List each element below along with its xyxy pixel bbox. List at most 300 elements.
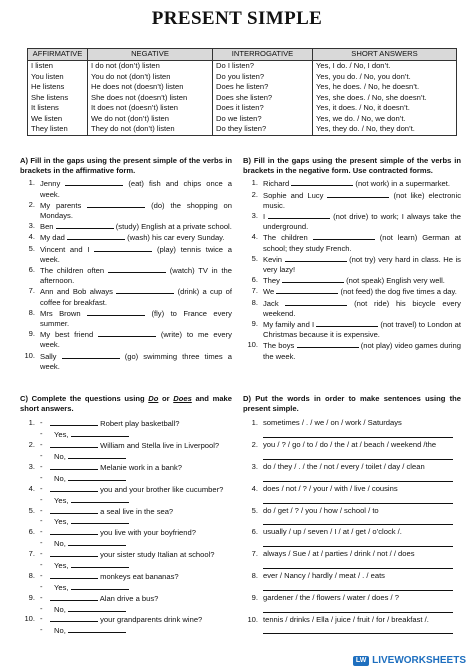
item-verb-hint: (go) swimming three times a week. xyxy=(40,351,232,371)
exercise-item xyxy=(20,308,232,329)
exercise-item xyxy=(20,244,232,265)
table-cell: Yes, I do. / No, I don’t. xyxy=(313,61,457,72)
answer-label: Yes, xyxy=(54,560,69,570)
sentence-item xyxy=(243,440,461,462)
item-verb-hint: (wash) his car every Sunday. xyxy=(127,233,225,243)
exercise-item xyxy=(243,298,461,319)
item-text xyxy=(40,329,232,350)
table-cell: He listens xyxy=(28,82,88,93)
item-text xyxy=(40,200,232,221)
item-text xyxy=(40,351,232,372)
answer-text xyxy=(54,429,129,440)
table-cell: Do you listen? xyxy=(213,72,313,83)
item-verb-hint: (not learn) German at school; they study French. xyxy=(263,233,461,253)
item-text xyxy=(40,221,232,232)
exercise-item xyxy=(20,329,232,350)
answer-line[interactable] xyxy=(263,538,453,547)
dash: - xyxy=(40,570,43,580)
item-text xyxy=(263,190,461,211)
answer-label: No, xyxy=(54,452,66,462)
answer-label: No, xyxy=(54,473,66,483)
item-verb-hint: (fly) to France every summer. xyxy=(40,308,232,329)
scrambled-words: do / they / . / the / not / every / toilet / day / clean xyxy=(263,462,425,471)
answer-blank[interactable] xyxy=(50,484,98,492)
item-verb-hint: (not like) electronic music. xyxy=(263,190,461,210)
answer-row xyxy=(20,451,232,462)
table-row xyxy=(28,103,457,114)
item-subject: They xyxy=(263,276,280,286)
question-row xyxy=(20,506,232,517)
item-verb-hint: (write) to me every week. xyxy=(40,330,232,350)
answer-blank[interactable] xyxy=(50,614,98,622)
question-row xyxy=(20,571,232,582)
item-number: 5. xyxy=(28,505,35,515)
answer-blank[interactable] xyxy=(291,178,353,186)
exercise-item xyxy=(243,254,461,275)
question-label: your grandparents drink wine? xyxy=(100,615,203,625)
dash: - xyxy=(40,549,43,559)
table-cell: Does he listen? xyxy=(213,82,313,93)
dash: - xyxy=(40,461,43,471)
answer-row xyxy=(20,582,232,593)
answer-row xyxy=(20,516,232,527)
answer-blank[interactable] xyxy=(116,286,174,294)
item-text xyxy=(40,286,232,307)
scrambled-row xyxy=(243,593,461,604)
item-subject: Kevin xyxy=(263,254,282,264)
table-cell: It listens xyxy=(28,103,88,114)
item-number: 7. xyxy=(28,286,35,296)
answer-blank[interactable] xyxy=(71,495,129,503)
dash: - xyxy=(40,418,43,428)
answer-row xyxy=(20,495,232,506)
answer-blank[interactable] xyxy=(327,190,389,198)
answer-label: No, xyxy=(54,626,66,636)
sentence-item xyxy=(243,506,461,528)
logo-text: LIVEWORKSHEETS xyxy=(372,655,466,666)
question-label: your sister study Italian at school? xyxy=(100,550,215,560)
item-number: 10. xyxy=(24,350,35,360)
scrambled-words: gardener / the / flowers / water / does / ? xyxy=(263,592,399,602)
answer-blank[interactable] xyxy=(50,506,98,514)
item-number: 4. xyxy=(28,232,35,242)
item-number: 2. xyxy=(251,440,258,450)
question-row xyxy=(20,484,232,495)
item-text xyxy=(40,178,232,199)
question-label: Alan drive a bus? xyxy=(99,593,159,603)
item-number: 5. xyxy=(251,505,258,515)
item-subject: Mrs Brown xyxy=(40,308,81,318)
answer-blank[interactable] xyxy=(62,351,120,359)
section-a xyxy=(20,156,232,372)
question-text xyxy=(50,462,182,473)
item-subject: Jack xyxy=(263,298,279,308)
table-cell: Yes, she does. / No, she doesn’t. xyxy=(313,93,457,104)
question-text xyxy=(50,440,219,451)
exercise-item xyxy=(243,178,461,189)
answer-blank[interactable] xyxy=(50,593,98,601)
section-b xyxy=(243,156,461,362)
dash: - xyxy=(40,483,43,493)
item-subject: My best friend xyxy=(40,330,94,340)
scrambled-row xyxy=(243,615,461,626)
answer-blank[interactable] xyxy=(71,429,129,437)
table-row xyxy=(28,72,457,83)
table-row xyxy=(28,93,457,104)
table-cell: It does not (doesn’t) listen xyxy=(88,103,213,114)
table-cell: I listen xyxy=(28,61,88,72)
scrambled-row xyxy=(243,527,461,538)
item-number: 3. xyxy=(251,462,258,471)
item-verb-hint: (not work) in a supermarket. xyxy=(355,179,450,189)
dash: - xyxy=(40,472,43,482)
table-cell: I do not (don’t) listen xyxy=(88,61,213,72)
item-number: 8. xyxy=(251,570,258,580)
item-verb-hint: (not play) video games during the week. xyxy=(263,341,461,361)
dash: - xyxy=(40,451,43,461)
item-subject: I xyxy=(263,212,266,222)
dash: - xyxy=(40,614,43,624)
sentence-item xyxy=(243,615,461,637)
answer-blank[interactable] xyxy=(50,571,98,579)
scrambled-row xyxy=(243,462,461,473)
section-d-heading: D) Put the words in order to make sentences using the present simple. xyxy=(243,394,461,414)
question-label: you live with your boyfriend? xyxy=(100,528,196,538)
answer-blank[interactable] xyxy=(87,200,145,208)
answer-blank[interactable] xyxy=(94,244,152,252)
item-number: 7. xyxy=(251,286,258,296)
table-cell: Yes, you do. / No, you don’t. xyxy=(313,72,457,83)
dash: - xyxy=(40,527,43,537)
answer-blank[interactable] xyxy=(316,319,378,327)
scrambled-row xyxy=(243,549,461,560)
scrambled-row xyxy=(243,440,461,451)
item-number: 5. xyxy=(28,243,35,253)
item-verb-hint: (not travel) to London at Christmas because it is expensive. xyxy=(263,320,461,340)
item-number: 10. xyxy=(247,340,258,350)
sentence-item xyxy=(243,571,461,593)
answer-blank[interactable] xyxy=(50,527,98,535)
table-cell: Do I listen? xyxy=(213,61,313,72)
answer-row xyxy=(20,625,232,636)
item-subject: The children often xyxy=(40,266,105,276)
question-row xyxy=(20,462,232,473)
answer-blank[interactable] xyxy=(67,232,125,240)
scrambled-words: always / Sue / at / parties / drink / not / / does xyxy=(263,549,415,559)
item-number: 6. xyxy=(251,275,258,285)
table-row xyxy=(28,114,457,125)
answer-blank[interactable] xyxy=(68,451,126,459)
exercise-item xyxy=(20,200,232,221)
exercise-item xyxy=(20,178,232,199)
item-text xyxy=(40,232,232,243)
item-number: 6. xyxy=(28,527,35,537)
item-subject: My parents xyxy=(40,200,82,210)
scrambled-row xyxy=(243,418,461,429)
table-cell: She does not (doesn’t) listen xyxy=(88,93,213,104)
table-cell: They listen xyxy=(28,124,88,135)
table-cell: You do not (don’t) listen xyxy=(88,72,213,83)
question-text xyxy=(50,549,215,560)
answer-blank[interactable] xyxy=(313,232,375,240)
exercise-item xyxy=(243,340,461,361)
question-text xyxy=(50,571,179,582)
item-verb-hint: (eat) fish and chips once a week. xyxy=(40,179,232,199)
table-cell: They do not (don’t) listen xyxy=(88,124,213,135)
section-b-heading: B) Fill in the gaps using the present simple of the verbs in brackets in the negative form. Use contracted forms. xyxy=(243,156,461,176)
table-cell: You listen xyxy=(28,72,88,83)
scrambled-words: usually / up / seven / I / at / get / o’clock /. xyxy=(263,527,402,537)
exercise-item xyxy=(243,286,461,297)
item-subject: Ben xyxy=(40,222,54,232)
table-cell: We listen xyxy=(28,114,88,125)
section-c-heading: C) Complete the questions using Do or Does and make short answers. xyxy=(20,394,232,414)
page-title: PRESENT SIMPLE xyxy=(151,8,323,29)
item-verb-hint: (drink) a cup of coffee for breakfast. xyxy=(40,287,232,307)
question-text xyxy=(50,527,196,538)
answer-blank[interactable] xyxy=(87,308,145,316)
question-label: a seal live in the sea? xyxy=(100,506,174,516)
table-cell: Do they listen? xyxy=(213,124,313,135)
dash: - xyxy=(40,494,43,504)
item-text xyxy=(263,286,461,297)
answer-blank[interactable] xyxy=(68,625,126,633)
answer-blank[interactable] xyxy=(50,440,98,448)
answer-label: Yes, xyxy=(54,517,69,527)
dash: - xyxy=(40,429,43,439)
answer-text xyxy=(54,451,126,462)
dash: - xyxy=(40,505,43,515)
answer-blank[interactable] xyxy=(56,221,114,229)
item-number: 9. xyxy=(251,592,258,602)
item-number: 7. xyxy=(28,549,35,559)
answer-line[interactable] xyxy=(263,604,453,613)
answer-line[interactable] xyxy=(263,473,453,482)
item-number: 10. xyxy=(24,614,35,624)
table-header: SHORT ANSWERS xyxy=(313,49,457,61)
question-label: William and Stella live in Liverpool? xyxy=(100,441,220,451)
answer-blank[interactable] xyxy=(68,604,126,612)
table-cell: Yes, it does. / No, it doesn’t. xyxy=(313,103,457,114)
item-number: 8. xyxy=(28,570,35,580)
answer-blank[interactable] xyxy=(71,560,129,568)
item-verb-hint: (do) the shopping on Mondays. xyxy=(40,200,232,221)
scrambled-words: do / get / ? / you / how / school / to xyxy=(263,505,379,515)
item-verb-hint: (play) tennis twice a week. xyxy=(40,244,232,264)
scrambled-words: tennis / drinks / Ella / juice / fruit / for / breakfast /. xyxy=(263,614,429,624)
question-label: monkeys eat bananas? xyxy=(100,571,179,581)
question-label: you and your brother like cucumber? xyxy=(100,484,224,494)
dash: - xyxy=(40,625,43,635)
scrambled-words: sometimes / . / we / on / work / Saturdays xyxy=(263,418,402,428)
logo-icon: LW xyxy=(353,656,369,666)
dash: - xyxy=(40,516,43,526)
answer-label: Yes, xyxy=(54,495,69,505)
answer-blank[interactable] xyxy=(50,549,98,557)
item-verb-hint: (not try) very hard in class. He is very lazy! xyxy=(263,254,461,275)
item-verb-hint: (watch) TV in the afternoon. xyxy=(40,266,232,286)
answer-blank[interactable] xyxy=(68,538,126,546)
item-number: 1. xyxy=(28,418,35,428)
answer-label: Yes, xyxy=(54,582,69,592)
item-verb-hint: (not speak) English very well. xyxy=(346,276,445,286)
table-cell: She listens xyxy=(28,93,88,104)
item-text xyxy=(263,178,461,189)
answer-line[interactable] xyxy=(263,451,453,460)
item-text xyxy=(263,298,461,319)
answer-blank[interactable] xyxy=(98,329,156,337)
answer-line[interactable] xyxy=(263,625,453,634)
item-subject: Jenny xyxy=(40,179,61,189)
answer-blank[interactable] xyxy=(285,298,347,306)
answer-text xyxy=(54,582,129,593)
answer-blank[interactable] xyxy=(268,211,330,219)
answer-text xyxy=(54,473,126,484)
answer-text xyxy=(54,516,129,527)
answer-row xyxy=(20,538,232,549)
exercise-item xyxy=(20,286,232,307)
answer-row xyxy=(20,473,232,484)
item-subject: We xyxy=(263,287,275,297)
exercise-item xyxy=(243,232,461,253)
item-subject: Sally xyxy=(40,351,57,361)
question-row xyxy=(20,418,232,429)
scrambled-row xyxy=(243,484,461,495)
answer-row xyxy=(20,560,232,571)
question-row xyxy=(20,614,232,625)
item-subject: Vincent and I xyxy=(40,244,90,254)
item-text xyxy=(263,275,461,286)
answer-line[interactable] xyxy=(263,429,453,438)
item-subject: My dad xyxy=(40,233,65,243)
scrambled-row xyxy=(243,571,461,582)
item-number: 8. xyxy=(28,307,35,317)
answer-row xyxy=(20,429,232,440)
answer-line[interactable] xyxy=(263,495,453,504)
section-a-heading: A) Fill in the gaps using the present simple of the verbs in brackets in the affirmative form. xyxy=(20,156,232,176)
question-text xyxy=(50,614,202,625)
table-cell: Does it listen? xyxy=(213,103,313,114)
item-subject: Ann and Bob always xyxy=(40,287,113,297)
item-number: 4. xyxy=(28,483,35,493)
answer-blank[interactable] xyxy=(297,340,359,348)
scrambled-words: ever / Nancy / hardly / meat / . / eats xyxy=(263,570,385,580)
table-header: INTERROGATIVE xyxy=(213,49,313,61)
item-text xyxy=(263,319,461,340)
item-verb-hint: (study) English at a private school. xyxy=(115,222,232,232)
item-number: 2. xyxy=(28,199,35,209)
answer-row xyxy=(20,604,232,615)
answer-blank[interactable] xyxy=(68,473,126,481)
answer-blank[interactable] xyxy=(285,254,347,262)
dash: - xyxy=(40,559,43,569)
answer-blank[interactable] xyxy=(50,462,98,470)
answer-line[interactable] xyxy=(263,516,453,525)
item-text xyxy=(263,254,461,275)
table-cell: We do not (don’t) listen xyxy=(88,114,213,125)
item-number: 5. xyxy=(251,253,258,263)
exercise-item xyxy=(20,232,232,243)
item-verb-hint: (not feed) the dog five times a day. xyxy=(340,287,457,297)
item-number: 9. xyxy=(28,592,35,602)
scrambled-row xyxy=(243,506,461,517)
answer-blank[interactable] xyxy=(108,265,166,273)
answer-blank[interactable] xyxy=(71,516,129,524)
item-subject: Richard xyxy=(263,179,290,189)
item-number: 1. xyxy=(251,178,258,188)
sentence-item xyxy=(243,549,461,571)
table-cell: Yes, they do. / No, they don’t. xyxy=(313,124,457,135)
conjugation-table xyxy=(27,48,457,136)
item-number: 4. xyxy=(251,483,258,493)
item-text xyxy=(40,308,232,329)
dash: - xyxy=(40,581,43,591)
answer-blank[interactable] xyxy=(65,178,123,186)
answer-line[interactable] xyxy=(263,560,453,569)
exercise-item xyxy=(243,319,461,340)
item-verb-hint: (not drive) to work; I always take the underground. xyxy=(263,212,461,232)
item-number: 6. xyxy=(28,265,35,275)
question-label: Melanie work in a bank? xyxy=(100,462,183,472)
answer-label: No, xyxy=(54,539,66,549)
answer-line[interactable] xyxy=(263,582,453,591)
item-verb-hint: (not ride) his bicycle every weekend. xyxy=(263,298,461,318)
sentence-item xyxy=(243,418,461,440)
item-number: 2. xyxy=(251,189,258,199)
table-row xyxy=(28,124,457,135)
answer-text xyxy=(54,560,129,571)
answer-blank[interactable] xyxy=(50,418,98,426)
table-row xyxy=(28,82,457,93)
dash: - xyxy=(40,603,43,613)
item-number: 7. xyxy=(251,549,258,559)
scrambled-words: you / ? / go / to / do / the / at / beach / weekend /the xyxy=(263,440,437,450)
question-text xyxy=(50,484,223,495)
exercise-item xyxy=(20,265,232,286)
exercise-item xyxy=(20,221,232,232)
table-header: AFFIRMATIVE xyxy=(28,49,88,61)
answer-text xyxy=(54,495,129,506)
item-number: 1. xyxy=(28,178,35,188)
question-text xyxy=(50,418,180,429)
section-c xyxy=(20,394,232,636)
answer-blank[interactable] xyxy=(276,286,338,294)
question-row xyxy=(20,593,232,604)
exercise-item xyxy=(243,190,461,211)
answer-text xyxy=(54,538,126,549)
sentence-item xyxy=(243,484,461,506)
item-subject: The children xyxy=(263,233,308,243)
sentence-item xyxy=(243,462,461,484)
item-number: 1. xyxy=(251,418,258,428)
item-text xyxy=(40,265,232,286)
answer-blank[interactable] xyxy=(282,275,344,283)
answer-blank[interactable] xyxy=(71,582,129,590)
answer-text xyxy=(54,625,126,636)
item-number: 4. xyxy=(251,232,258,242)
table-header: NEGATIVE xyxy=(88,49,213,61)
liveworksheets-logo xyxy=(353,655,466,666)
item-number: 10. xyxy=(247,614,258,624)
dash: - xyxy=(40,592,43,602)
exercise-item xyxy=(20,351,232,372)
answer-text xyxy=(54,604,126,615)
table-cell: Yes, he does. / No, he doesn’t. xyxy=(313,82,457,93)
exercise-item xyxy=(243,211,461,232)
question-row xyxy=(20,549,232,560)
item-number: 3. xyxy=(251,211,258,221)
answer-label: No, xyxy=(54,604,66,614)
